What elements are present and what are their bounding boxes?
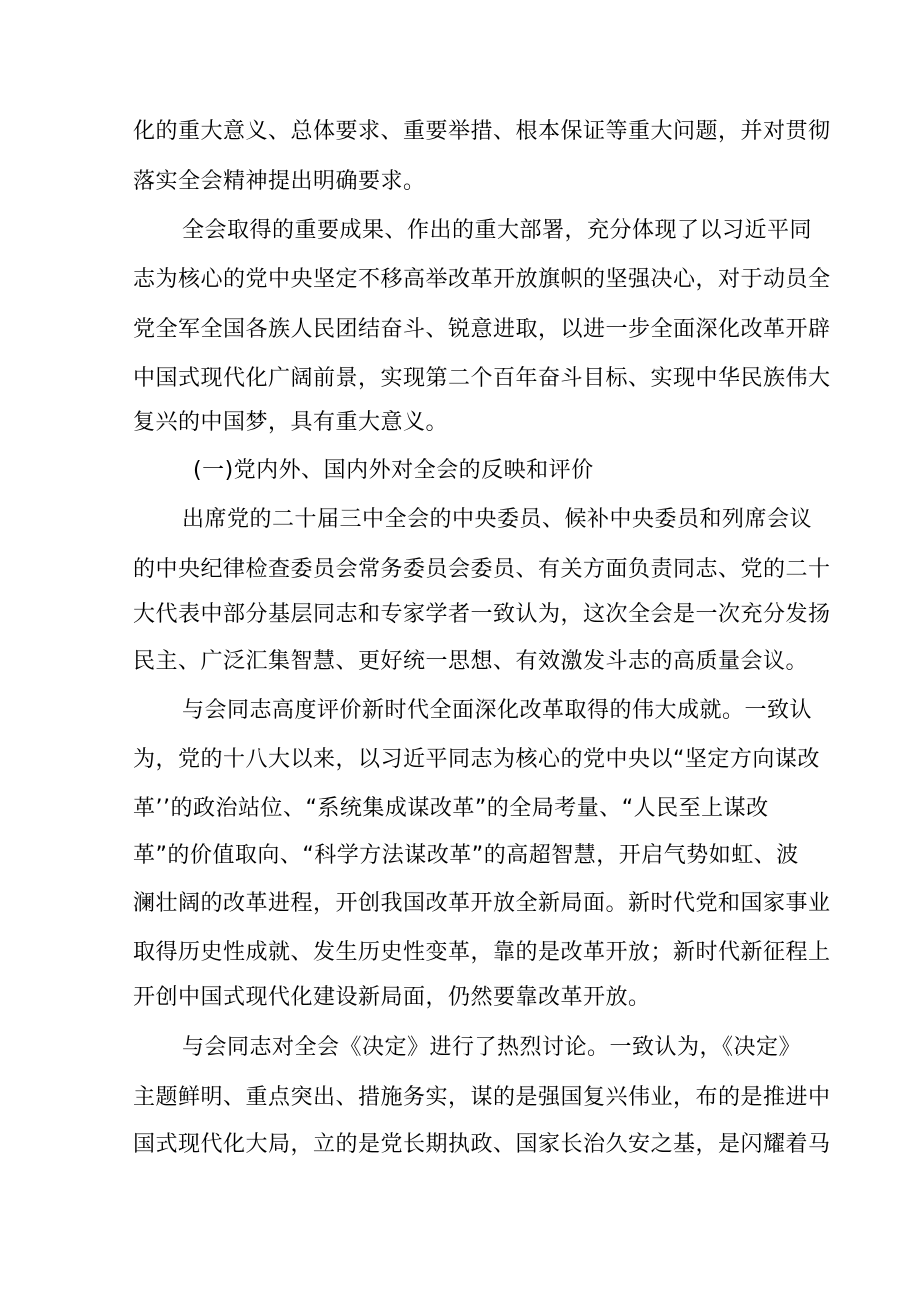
paragraph-line: 全会取得的重要成果、作出的重大部署，充分体现了以习近平同 [182, 218, 813, 243]
paragraph-line: 与会同志对全会《决定》进行了热烈讨论。一致认为，《决定》 [182, 1035, 802, 1060]
paragraph-line: 志为核心的党中央坚定不移高举改革开放旗帜的坚强决心，对于动员全 [133, 267, 831, 292]
paragraph-line: 出席党的二十届三中全会的中央委员、候补中央委员和列席会议 [182, 507, 813, 532]
paragraph-line: 国式现代化大局，立的是党长期执政、国家长治久安之基，是闪耀着马 [133, 1132, 831, 1157]
paragraph-line: 取得历史性成就、发生历史性变革，靠的是改革开放；新时代新征程上 [133, 940, 831, 965]
paragraph-line: 为，党的十八大以来，以习近平同志为核心的党中央以“坚定方向谋改 [133, 747, 820, 772]
paragraph-line: 民主、广泛汇集智慧、更好统一思想、有效激发斗志的高质量会议。 [133, 649, 809, 674]
paragraph-line: 化的重大意义、总体要求、重要举措、根本保证等重大问题，并对贯彻 [133, 119, 831, 144]
paragraph-line: 澜壮阔的改革进程，开创我国改革开放全新局面。新时代党和国家事业 [133, 891, 831, 916]
paragraph-line: 主题鲜明、重点突出、措施务实，谋的是强国复兴伟业，布的是推进中 [133, 1085, 831, 1110]
paragraph-line: 与会同志高度评价新时代全面深化改革取得的伟大成就。一致认 [182, 698, 813, 723]
paragraph-line: 党全军全国各族人民团结奋斗、锐意进取，以进一步全面深化改革开辟 [133, 317, 831, 342]
paragraph-line: 革’’的政治站位、“系统集成谋改革”的全局考量、“人民至上谋改 [133, 796, 769, 821]
section-heading: (一)党内外、国内外对全会的反映和评价 [193, 458, 594, 483]
paragraph-line: 落实全会精神提出明确要求。 [133, 169, 426, 194]
paragraph-line: 的中央纪律检查委员会常务委员会委员、有关方面负责同志、党的二十 [133, 557, 831, 582]
paragraph-line: 开创中国式现代化建设新局面，仍然要靠改革开放。 [133, 985, 651, 1010]
paragraph-line: 复兴的中国梦，具有重大意义。 [133, 410, 449, 435]
paragraph-line: 大代表中部分基层同志和专家学者一致认为，这次全会是一次充分发扬 [133, 602, 831, 627]
paragraph-line: 中国式现代化广阔前景，实现第二个百年奋斗目标、实现中华民族伟大 [133, 366, 831, 391]
paragraph-line: 革”的价值取向、“科学方法谋改革”的高超智慧，开启气势如虹、波 [133, 843, 799, 868]
